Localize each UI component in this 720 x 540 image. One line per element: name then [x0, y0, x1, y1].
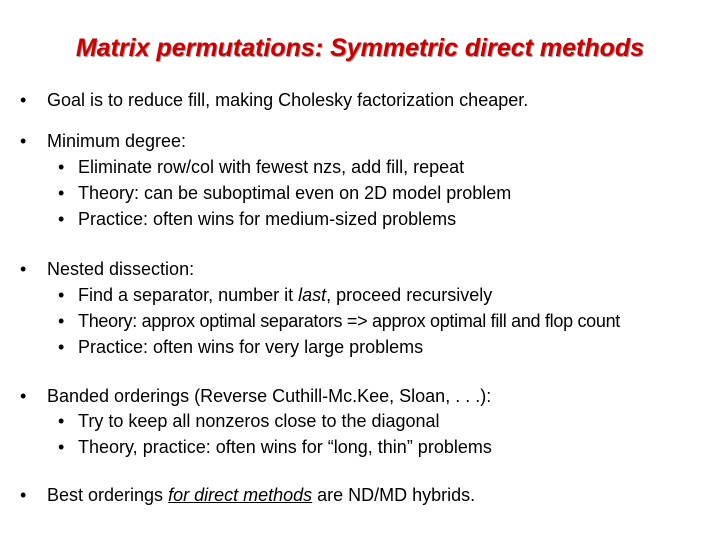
sub-bullet — [58, 434, 492, 460]
bullet-nested-dissection — [20, 256, 195, 282]
sub-bullet — [58, 308, 621, 334]
sub-bullet-text: Theory: can be suboptimal even on 2D model problem — [78, 183, 512, 203]
bullet-dot: • — [58, 311, 65, 331]
sub-bullet-text: Eliminate row/col with fewest nzs, add fill, repeat — [78, 157, 465, 177]
bullet-text: Nested dissection: — [47, 259, 195, 279]
bullet-dot: • — [20, 485, 27, 505]
bullet-dot: • — [58, 337, 65, 357]
sub-bullet-text: Try to keep all nonzeros close to the diagonal — [78, 411, 440, 431]
emphasis-direct-methods: for direct methods — [168, 485, 313, 505]
sub-bullet-text: Practice: often wins for medium-sized problems — [78, 209, 457, 229]
bullet-dot: • — [58, 183, 65, 203]
bullet-minimum-degree — [20, 128, 187, 154]
bullet-text: Minimum degree: — [47, 131, 187, 151]
bullet-dot: • — [58, 209, 65, 229]
bullet-banded-orderings — [20, 383, 492, 409]
bullet-text: Goal is to reduce fill, making Cholesky factorization cheaper. — [47, 90, 529, 110]
slide-title: Matrix permutations: Symmetric direct methods — [75, 34, 645, 62]
sub-bullet — [58, 154, 465, 180]
sub-bullet — [58, 334, 424, 360]
bullet-goal — [20, 87, 529, 113]
bullet-dot: • — [58, 157, 65, 177]
sub-bullet — [58, 206, 457, 232]
bullet-dot: • — [58, 285, 65, 305]
sub-bullet-text: Theory, practice: often wins for “long, thin” problems — [78, 437, 492, 457]
bullet-dot: • — [20, 386, 27, 406]
emphasis-last: last — [298, 285, 327, 305]
bullet-dot: • — [58, 411, 65, 431]
sub-bullet — [58, 180, 512, 206]
bullet-dot: • — [58, 437, 65, 457]
sub-bullet-text: Practice: often wins for very large problems — [78, 337, 424, 357]
bullet-dot: • — [20, 131, 27, 151]
bullet-dot: • — [20, 259, 27, 279]
sub-bullet-text-pre: Find a separator, number it — [78, 285, 299, 305]
sub-bullet — [58, 282, 493, 308]
bullet-dot: • — [20, 90, 27, 110]
bullet-text-pre: Best orderings — [47, 485, 169, 505]
bullet-text: Banded orderings (Reverse Cuthill-Mc.Kee, Sloan, . . .): — [47, 386, 492, 406]
bullet-best-orderings — [20, 482, 476, 508]
bullet-text-post: are ND/MD hybrids. — [312, 485, 476, 505]
sub-bullet-text-post: , proceed recursively — [326, 285, 493, 305]
sub-bullet — [58, 408, 440, 434]
sub-bullet-text: Theory: approx optimal separators => approx optimal fill and flop count — [78, 311, 621, 331]
